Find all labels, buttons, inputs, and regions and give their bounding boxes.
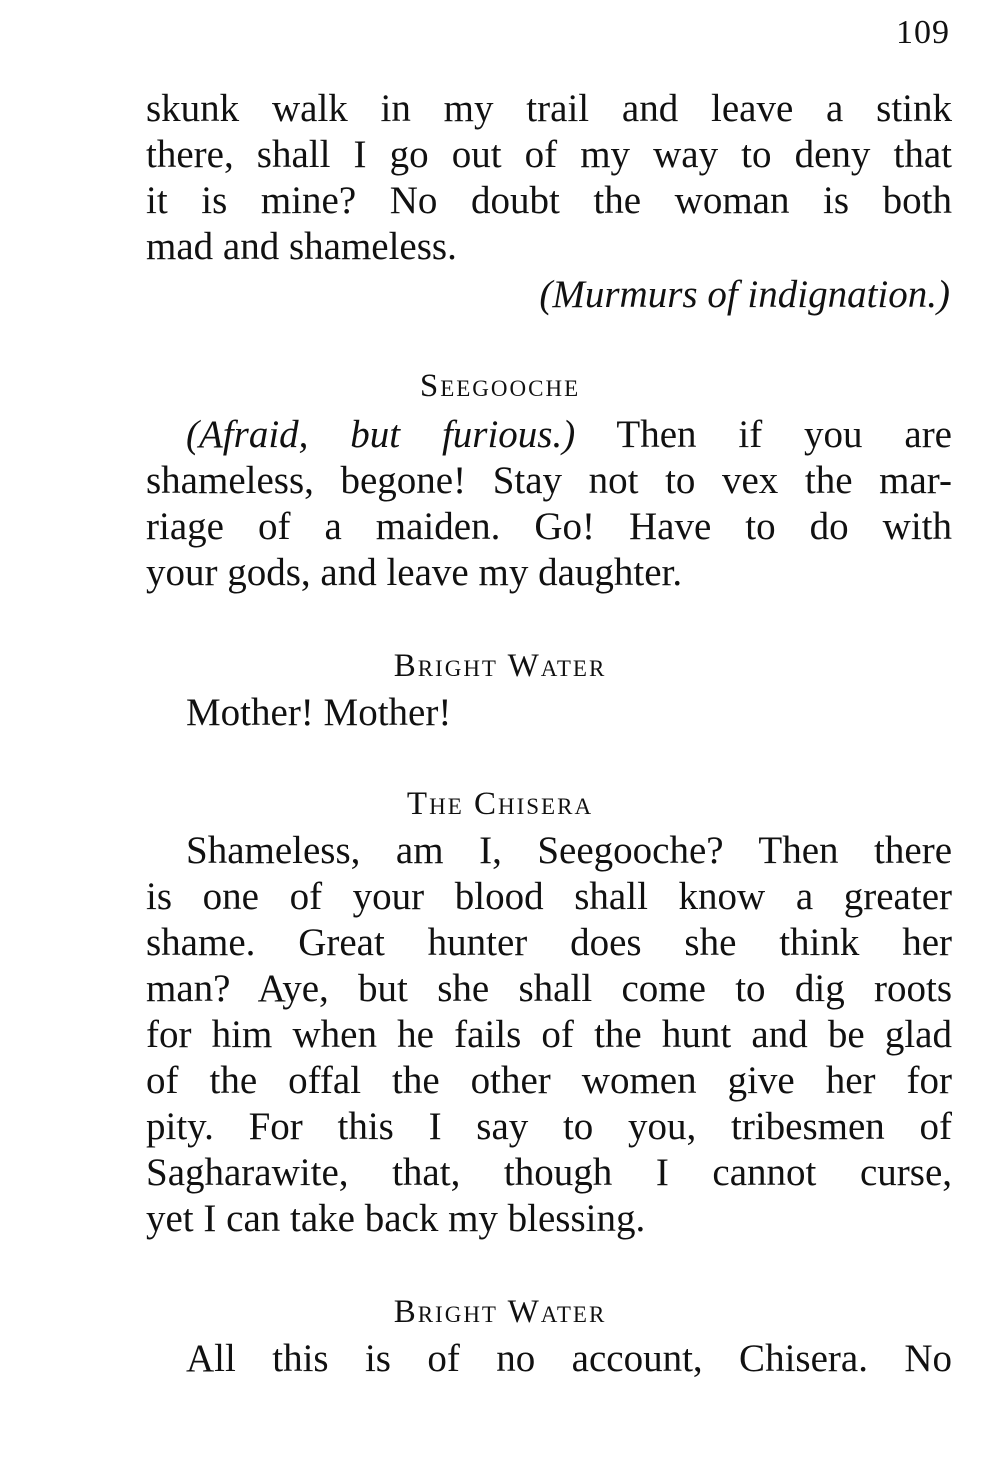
text-line: it is mine? No doubt the woman is both [146,179,952,222]
text-line: Mother! Mother! [186,691,452,734]
page-number: 109 [896,14,950,51]
text-line: Sagharawite, that, though I cannot curse, [146,1151,952,1194]
text-line: there, shall I go out of my way to deny that [146,133,952,176]
text-line: for him when he fails of the hunt and be glad [146,1013,952,1056]
text-line: man? Aye, but she shall come to dig roots [146,967,952,1010]
text-line: Shameless, am I, Seegooche? Then there [186,829,952,872]
text-line: mad and shameless. [146,225,457,268]
speaker-name: The Chisera [406,786,594,822]
text-line: of the offal the other women give her for [146,1059,952,1102]
text-line: shameless, begone! Stay not to vex the mar- [146,459,952,502]
text-line: All this is of no account, Chisera. No [186,1337,952,1380]
speaker-name: Bright Water [393,1294,607,1330]
text-line: riage of a maiden. Go! Have to do with [146,505,952,548]
speaker-name: Bright Water [393,648,607,684]
stage-direction: (Murmurs of indignation.) [539,273,950,316]
speech-text: Then if you are [575,413,952,456]
speaker-name: Seegooche [419,368,581,404]
text-line: skunk walk in my trail and leave a stink [146,87,952,130]
speech-line [186,412,952,458]
text-line: shame. Great hunter does she think her [146,921,952,964]
text-line: your gods, and leave my daughter. [146,551,683,594]
text-line: pity. For this I say to you, tribesmen of [146,1105,952,1148]
text-line: yet I can take back my blessing. [146,1197,646,1240]
stage-direction: (Afraid, but furious.) [186,413,576,456]
text-line: is one of your blood shall know a greater [146,875,952,918]
